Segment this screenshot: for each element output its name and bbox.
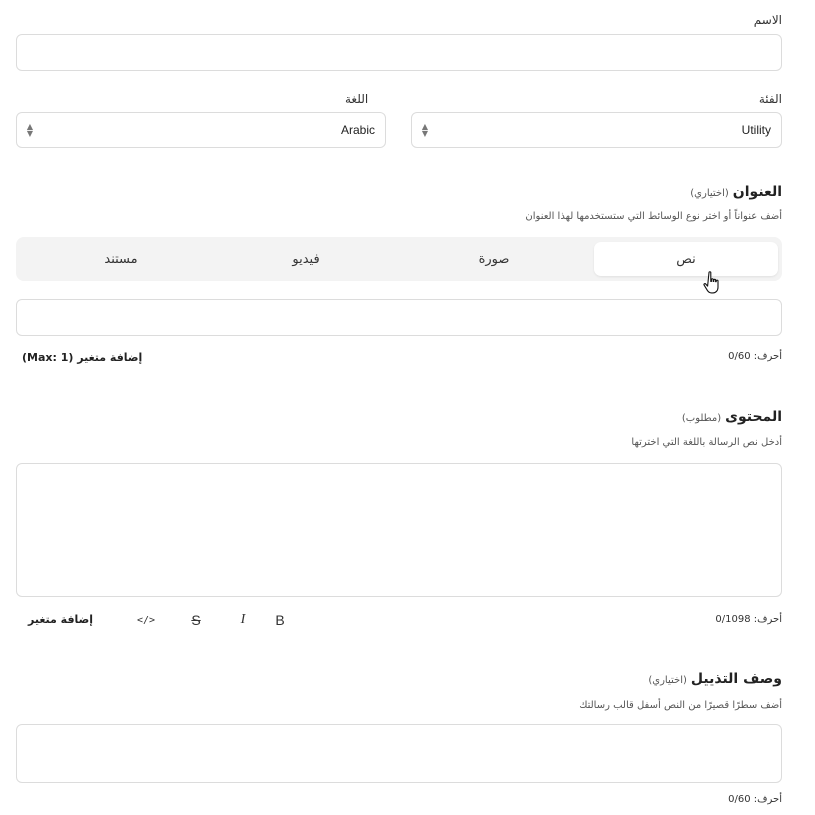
strikethrough-button[interactable]: S bbox=[191, 612, 201, 628]
header-title-text: العنوان bbox=[732, 184, 782, 200]
header-text-input[interactable] bbox=[16, 299, 782, 336]
footer-hint: أضف سطرًا قصيرًا من النص أسفل قالب رسالتك bbox=[579, 700, 782, 711]
tab-document[interactable]: مستند bbox=[104, 251, 138, 267]
bold-button[interactable]: B bbox=[275, 612, 285, 628]
language-value: Arabic bbox=[340, 123, 375, 137]
language-label: اللغة bbox=[345, 92, 369, 106]
header-type-tabs bbox=[16, 237, 782, 281]
content-char-counter: أحرف: 0/1098 bbox=[715, 614, 782, 625]
content-hint: أدخل نص الرسالة باللغة التي اخترتها bbox=[631, 437, 782, 448]
name-label: الاسم bbox=[753, 13, 782, 27]
header-section-title bbox=[690, 184, 782, 200]
select-arrows-icon: ▲ ▼ bbox=[26, 122, 34, 138]
content-required-tag: (مطلوب) bbox=[681, 413, 722, 424]
footer-char-counter: أحرف: 0/60 bbox=[728, 794, 782, 805]
header-hint: أضف عنواناً أو اختر نوع الوسائط التي ستستخدمها لهذا العنوان bbox=[525, 211, 782, 222]
tab-video[interactable]: فيديو bbox=[292, 251, 320, 267]
header-char-counter: أحرف: 0/60 bbox=[728, 351, 782, 362]
content-add-variable-button[interactable]: إضافة متغير bbox=[28, 613, 94, 626]
tab-text[interactable]: نص bbox=[594, 242, 778, 276]
tab-image[interactable]: صورة bbox=[478, 251, 510, 267]
italic-button[interactable]: I bbox=[240, 612, 246, 627]
code-button[interactable]: </> bbox=[136, 614, 156, 626]
content-title-text: المحتوى bbox=[725, 409, 782, 425]
category-label: الفئة bbox=[758, 92, 782, 106]
select-arrows-icon: ▲ ▼ bbox=[421, 122, 429, 138]
category-value: Utility bbox=[741, 123, 771, 137]
header-add-variable-button[interactable]: إضافة متغير (Max: 1) bbox=[22, 351, 143, 364]
name-input[interactable] bbox=[16, 34, 782, 71]
content-textarea[interactable] bbox=[16, 463, 782, 597]
footer-section-title bbox=[648, 671, 782, 687]
footer-title-text: وصف التذييل bbox=[690, 671, 782, 687]
content-section-title bbox=[682, 409, 782, 425]
category-select[interactable] bbox=[411, 112, 782, 148]
footer-textarea[interactable] bbox=[16, 724, 782, 783]
footer-optional-tag: (اختياري) bbox=[648, 675, 687, 686]
language-select[interactable] bbox=[16, 112, 386, 148]
header-optional-tag: (اختياري) bbox=[690, 188, 729, 199]
hand-cursor-icon bbox=[702, 270, 724, 296]
